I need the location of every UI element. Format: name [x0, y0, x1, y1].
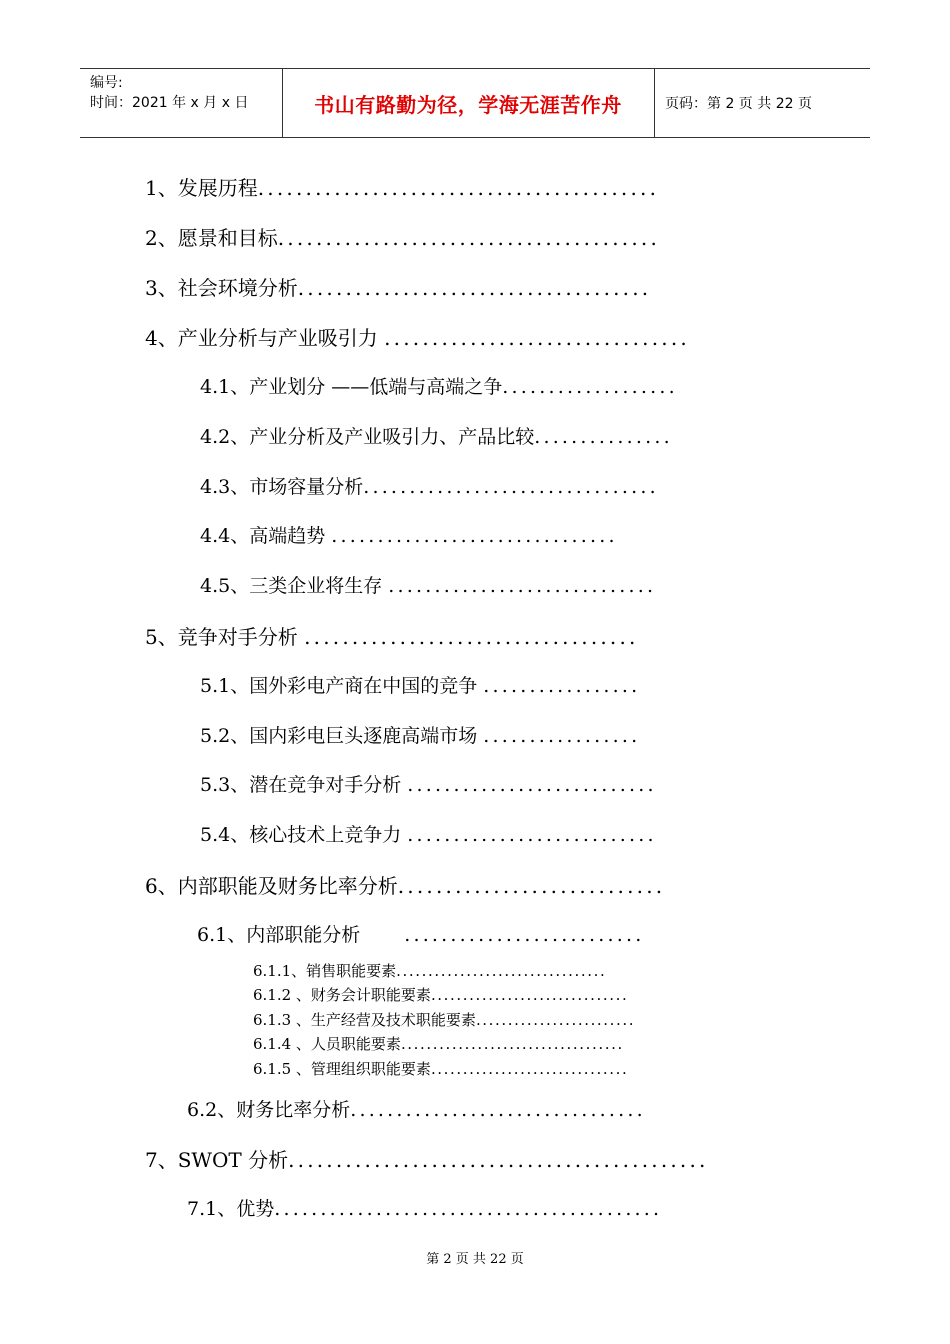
- toc-leader-dots: .................: [483, 675, 641, 697]
- toc-item-title: 7、SWOT 分析: [145, 1148, 289, 1172]
- toc-item-4[interactable]: [145, 322, 690, 351]
- toc-item-7[interactable]: [145, 1144, 709, 1173]
- toc-item-title: 4.2、产业分析及产业吸引力、产品比较: [200, 426, 535, 448]
- toc-leader-dots: .........................: [475, 1011, 636, 1029]
- toc-item-title: 5.3、潜在竞争对手分析: [200, 774, 408, 796]
- toc-item-title: 4、产业分析与产业吸引力: [145, 326, 385, 350]
- toc-item-6-1[interactable]: [197, 920, 644, 947]
- toc-item-4-4[interactable]: [200, 521, 618, 548]
- toc-item-title: 5、竞争对手分析: [145, 625, 305, 649]
- toc-item-6-1-5[interactable]: [253, 1058, 628, 1079]
- toc-leader-dots: ...................................: [304, 625, 639, 649]
- toc-item-title: 6.1.4 、人员职能要素: [253, 1035, 401, 1053]
- toc-item-2[interactable]: [145, 222, 660, 251]
- toc-leader-dots: ...........................: [407, 824, 657, 846]
- header-meta-cell: [80, 69, 283, 137]
- toc-item-6-1-1[interactable]: [253, 960, 606, 981]
- toc-item-title: 5.4、核心技术上竞争力: [200, 824, 408, 846]
- toc-item-title: 4.5、三类企业将生存: [200, 575, 389, 597]
- toc-item-6-1-2[interactable]: [253, 984, 628, 1005]
- toc-leader-dots: ........................................: [277, 226, 661, 250]
- time-label: 时间：2021 年 x 月 x 日: [90, 95, 249, 111]
- toc-item-5-1[interactable]: [200, 671, 640, 698]
- toc-item-4-5[interactable]: [200, 571, 656, 598]
- page-info: 页码：第 2 页 共 22 页: [665, 96, 812, 112]
- toc-leader-dots: ...............................: [331, 525, 618, 547]
- toc-leader-dots: ...............: [534, 426, 673, 448]
- toc-leader-dots: ..........................: [404, 924, 645, 946]
- toc-leader-dots: ...................................: [400, 1035, 624, 1053]
- toc-item-5-2[interactable]: [200, 721, 640, 748]
- toc-leader-dots: .............................: [388, 575, 657, 597]
- toc-item-title: 6.1.5 、管理组织职能要素: [253, 1060, 431, 1078]
- toc-item-4-3[interactable]: [200, 472, 659, 499]
- toc-item-title: 4.4、高端趋势: [200, 525, 332, 547]
- toc-item-5-4[interactable]: [200, 820, 657, 847]
- toc-leader-dots: ..........................................: [257, 176, 660, 200]
- toc-item-6[interactable]: [145, 870, 665, 899]
- toc-item-title: 1、发展历程: [145, 176, 258, 200]
- toc-leader-dots: .................: [483, 725, 641, 747]
- toc-item-6-1-4[interactable]: [253, 1033, 624, 1054]
- toc-item-title: 4.1、产业划分 ——低端与高端之争: [200, 376, 503, 398]
- number-label: 编号:: [90, 75, 123, 91]
- toc-leader-dots: ...............................: [430, 986, 629, 1004]
- toc-leader-dots: ...........................: [407, 774, 657, 796]
- toc-item-title: 6.1.3 、生产经营及技术职能要素: [253, 1011, 476, 1029]
- toc-item-title: 6.1.2 、财务会计职能要素: [253, 986, 431, 1004]
- toc-leader-dots: .................................: [396, 962, 607, 980]
- toc-item-1[interactable]: [145, 172, 659, 201]
- toc-leader-dots: .....................................: [297, 276, 652, 300]
- toc-item-title: 4.3、市场容量分析: [200, 476, 364, 498]
- toc-leader-dots: ............................: [397, 874, 666, 898]
- toc-item-title: 5.1、国外彩电产商在中国的竞争: [200, 675, 484, 697]
- toc-leader-dots: ...................: [502, 376, 678, 398]
- toc-item-4-2[interactable]: [200, 422, 673, 449]
- document-header: [80, 68, 870, 138]
- toc-item-title: 2、愿景和目标: [145, 226, 278, 250]
- toc-item-title: 6、内部职能及财务比率分析: [145, 874, 398, 898]
- toc-leader-dots: ................................: [384, 326, 690, 350]
- toc-leader-dots: ...............................: [430, 1060, 629, 1078]
- motto: 书山有路勤为径，学海无涯苦作舟: [314, 92, 622, 117]
- toc-item-title: 3、社会环境分析: [145, 276, 298, 300]
- header-page-cell: [655, 69, 870, 137]
- toc-item-title: 7.1、优势: [187, 1198, 275, 1220]
- toc-item-5[interactable]: [145, 621, 639, 650]
- toc-item-4-1[interactable]: [200, 372, 678, 399]
- toc-item-title: 6.1.1、销售职能要素: [253, 962, 397, 980]
- toc-item-6-1-3[interactable]: [253, 1009, 635, 1030]
- toc-item-5-3[interactable]: [200, 770, 657, 797]
- page-footer: 第 2 页 共 22 页: [426, 1252, 524, 1267]
- toc-leader-dots: ................................: [350, 1099, 646, 1121]
- toc-item-title: 6.2、财务比率分析: [187, 1099, 351, 1121]
- toc-leader-dots: ..........................................: [274, 1198, 663, 1220]
- header-motto-cell: [282, 69, 655, 137]
- toc-item-3[interactable]: [145, 272, 651, 301]
- toc-leader-dots: ................................: [363, 476, 659, 498]
- toc-item-title: 6.1、内部职能分析: [197, 924, 361, 946]
- toc-leader-dots: ............................................: [288, 1148, 709, 1172]
- toc-item-title: 5.2、国内彩电巨头逐鹿高端市场: [200, 725, 484, 747]
- toc-item-6-2[interactable]: [187, 1095, 646, 1122]
- toc-item-7-1[interactable]: [187, 1194, 662, 1221]
